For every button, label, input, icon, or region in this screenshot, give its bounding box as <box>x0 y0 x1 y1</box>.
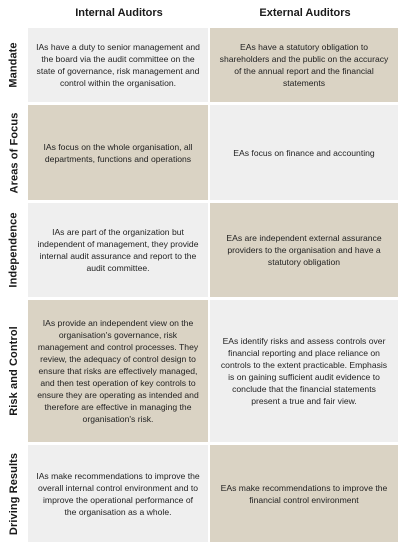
column-header-internal: Internal Auditors <box>75 7 163 19</box>
table-row-risk-and-control <box>0 300 400 442</box>
table-row-areas-of-focus <box>0 105 400 200</box>
cell-focus-internal: IAs focus on the whole organisation, all departments, functions and operations <box>28 105 208 200</box>
row-label-mandate: Mandate <box>8 42 21 88</box>
cell-mandate-internal: IAs have a duty to senior management and the board via the audit committee on the state of governance, risk management and control within the organisation. <box>28 28 208 102</box>
row-label-independence: Independence <box>8 212 21 288</box>
table-header <box>28 0 400 26</box>
row-label-risk-and-control: Risk and Control <box>8 326 21 416</box>
cell-results-internal: IAs make recommendations to improve the overall internal control environment and to improve the operational performance of the organisation as a whole. <box>28 445 208 542</box>
column-header-external: External Auditors <box>259 7 351 19</box>
cell-focus-external: EAs focus on finance and accounting <box>210 105 398 200</box>
cell-risk-external: EAs identify risks and assess controls over financial reporting and place reliance on controls to the extent practicable. Emphasis is on gaining sufficient audit evidence to conclude that the financial statements present a true and fair view. <box>210 300 398 442</box>
row-label-areas-of-focus: Areas of Focus <box>8 112 20 193</box>
row-label-driving-results: Driving Results <box>8 452 20 535</box>
cell-mandate-external: EAs have a statutory obligation to shareholders and the public on the accuracy of the annual report and the financial statements <box>210 28 398 102</box>
cell-results-external: EAs make recommendations to improve the financial control environment <box>210 445 398 542</box>
table-row-driving-results <box>0 445 400 542</box>
cell-independence-internal: IAs are part of the organization but independent of management, they provide internal audit assurance and report to the audit committee. <box>28 203 208 297</box>
cell-risk-internal: IAs provide an independent view on the organisation's governance, risk management and control processes. They review, the adequacy of control design to ensure that risks are effectively managed, and then test operation of key controls to ensure they are operating as intended and therefore are effective in managing the organisation's risk. <box>28 300 208 442</box>
table-row-mandate <box>0 28 400 102</box>
cell-independence-external: EAs are independent external assurance providers to the organisation and have a statutory obligation <box>210 203 398 297</box>
table-row-independence <box>0 203 400 297</box>
